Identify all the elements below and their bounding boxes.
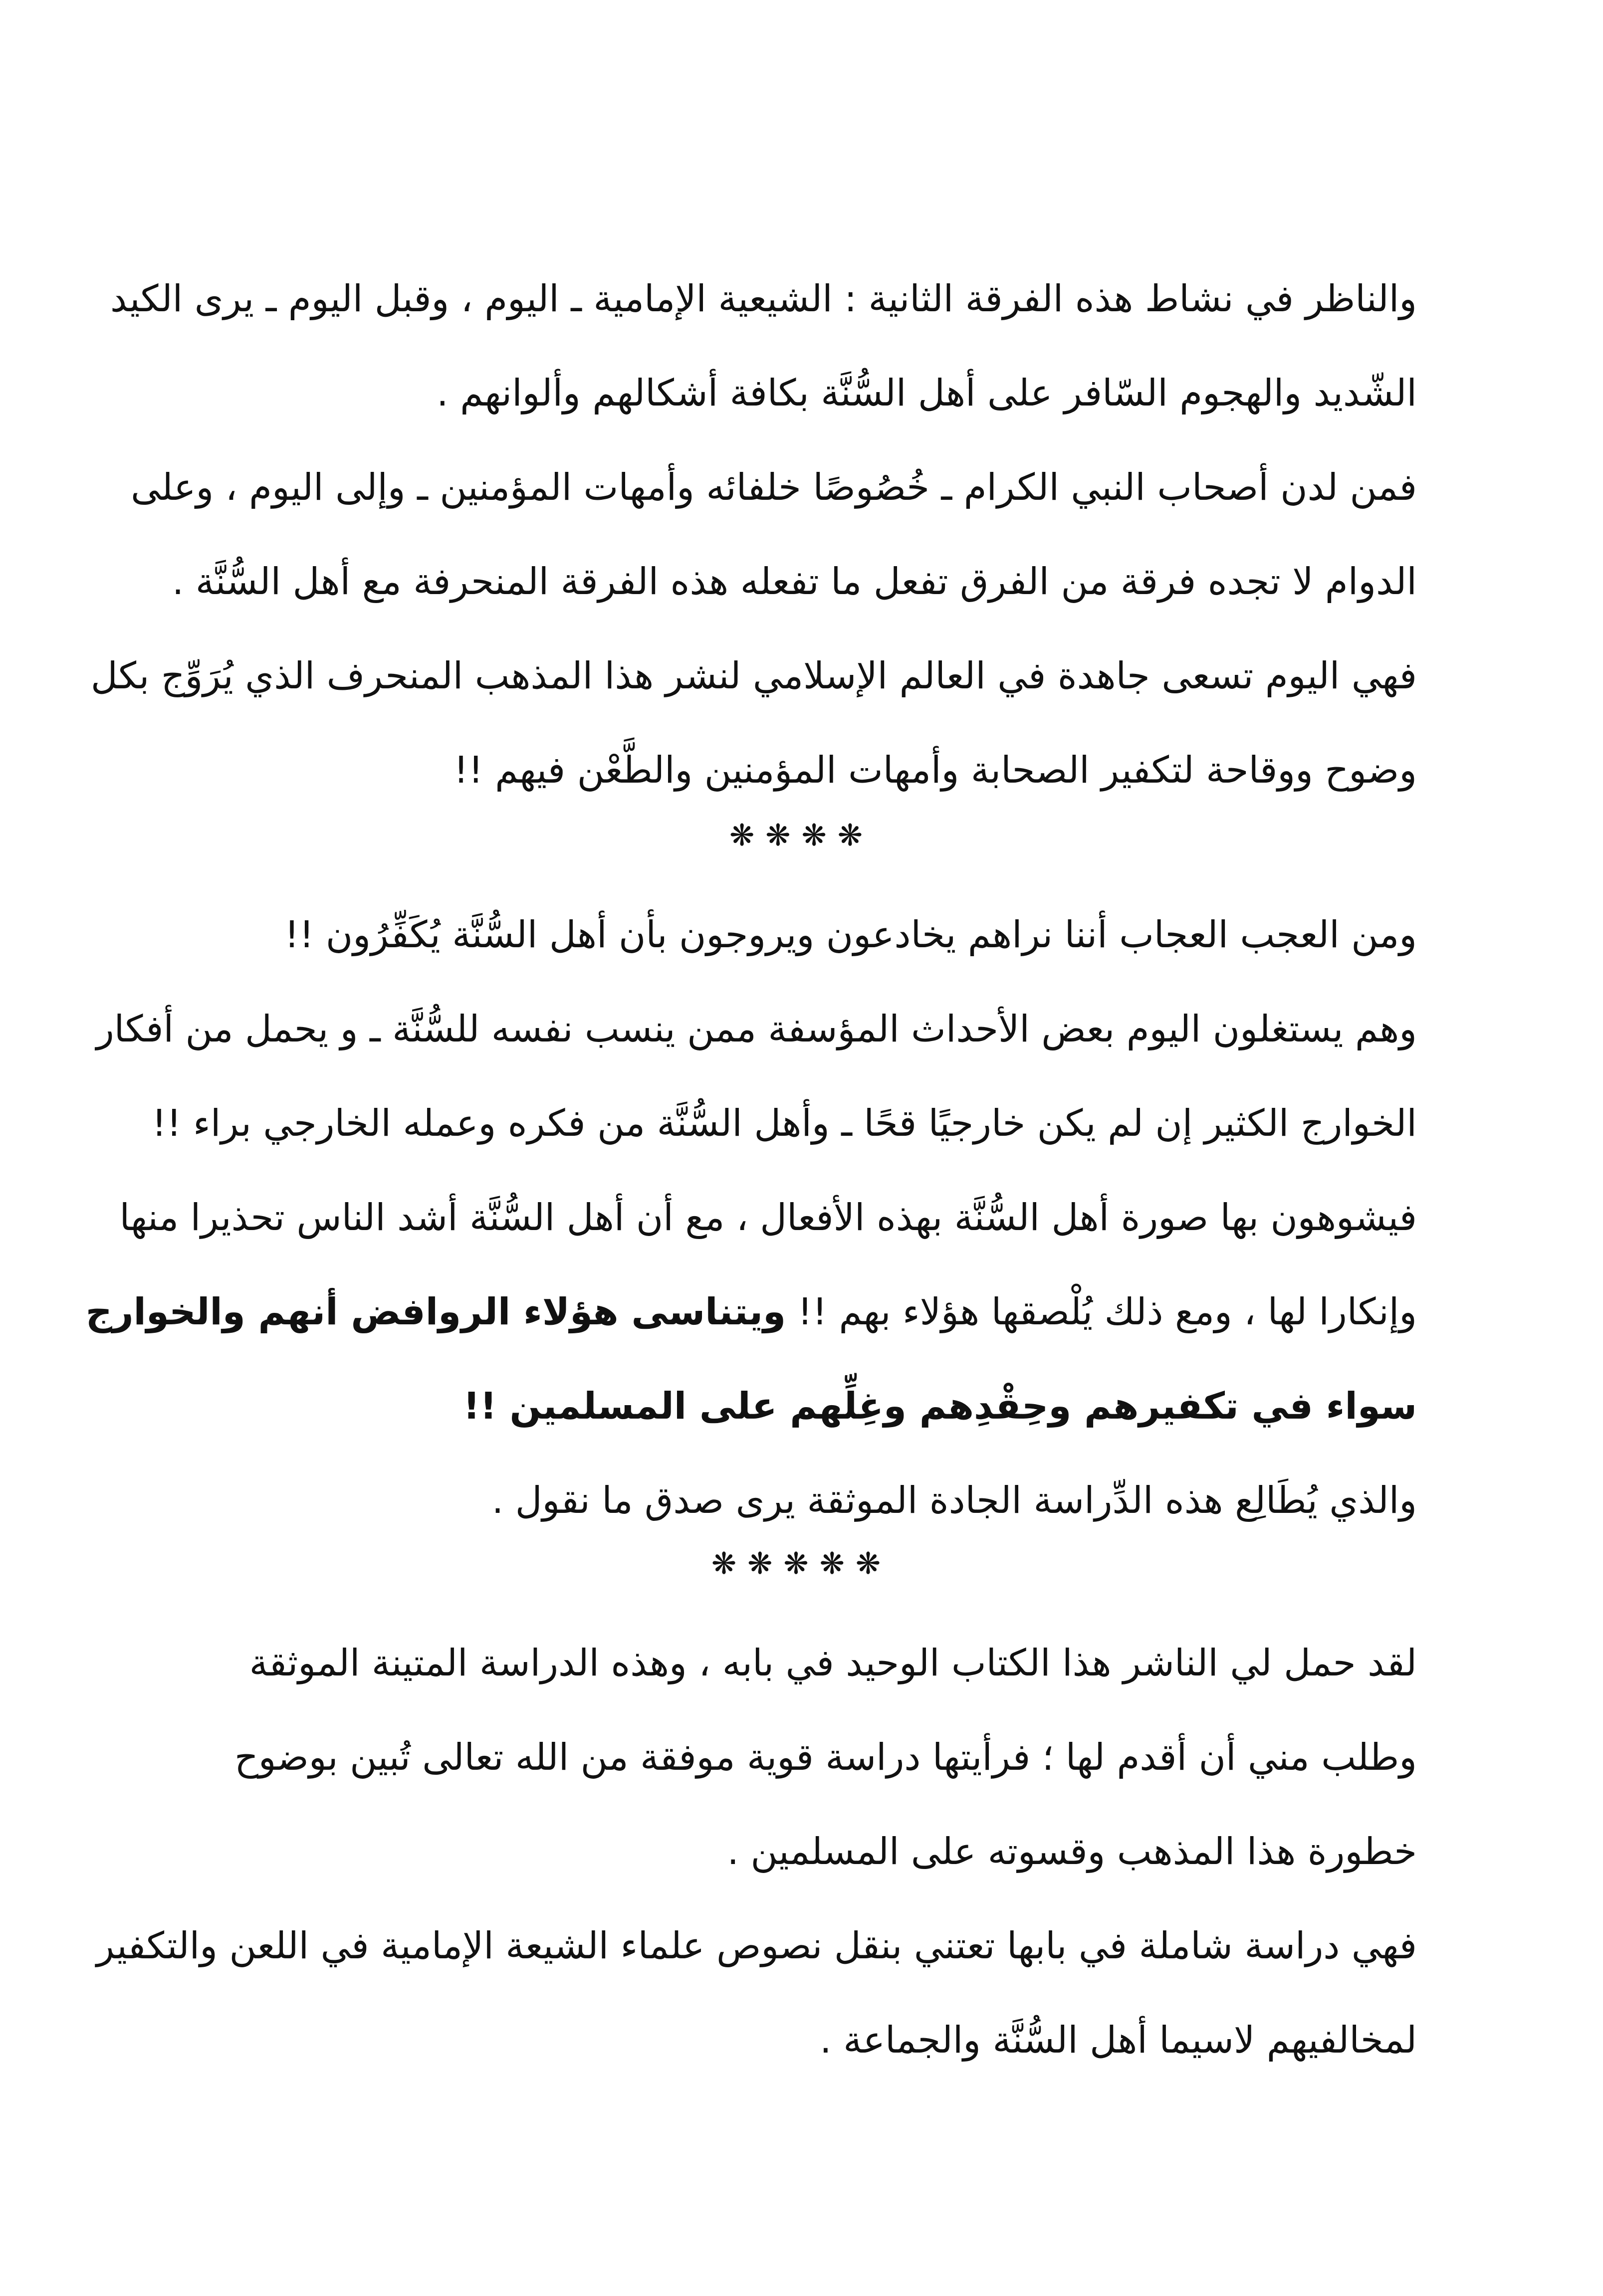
paragraph-2	[131, 440, 1417, 629]
paragraph-7-line-3: خطورة هذا المذهب وقسوته على المسلمين .	[727, 1830, 1417, 1873]
paragraph-2-line-2: الدوام لا تجده فرقة من الفرق تفعل ما تفعله هذه الفرقة المنحرفة مع أهل السُّنَّة .	[172, 560, 1417, 603]
middle-block	[85, 888, 1417, 1548]
paragraph-3	[90, 629, 1417, 818]
paragraph-1	[110, 252, 1417, 440]
paragraph-6	[200, 1454, 1417, 1548]
paragraph-5-bold-line: سواء في تكفيرهم وحِقْدِهم وغِلِّهم على المسلمين !!	[463, 1385, 1417, 1428]
closing-block	[96, 1616, 1417, 2087]
section-separator-1: ❋❋❋❋	[729, 818, 874, 853]
paragraph-5-line-4-regular: وإنكارا لها ، ومع ذلك يُلْصقها هؤلاء بهم !!	[786, 1290, 1417, 1333]
paragraph-1-line-1: والناظر في نشاط هذه الفرقة الثانية : الشيعية الإمامية ـ اليوم ، وقبل اليوم ـ يرى الكيد	[110, 277, 1417, 320]
paragraph-3-line-1: فهي اليوم تسعى جاهدة في العالم الإسلامي لنشر هذا المذهب المنحرف الذي يُرَوِّج بكل	[90, 654, 1417, 697]
section-separator-2: ❋❋❋❋❋	[711, 1546, 892, 1581]
paragraph-2-line-1: فمن لدن أصحاب النبي الكرام ـ خُصُوصًا خلفائه وأمهات المؤمنين ـ وإلى اليوم ، وعلى	[131, 466, 1417, 509]
paragraph-6-line-1: والذي يُطَالِع هذه الدِّراسة الجادة الموثقة يرى صدق ما نقول .	[491, 1479, 1417, 1522]
intro-block	[90, 252, 1417, 818]
paragraph-5-line-1: وهم يستغلون اليوم بعض الأحداث المؤسفة ممن ينسب نفسه للسُّنَّة ـ و يحمل من أفكار	[96, 1008, 1417, 1050]
paragraph-3-line-2: وضوح ووقاحة لتكفير الصحابة وأمهات المؤمنين والطَّعْن فيهم !!	[454, 749, 1417, 792]
paragraph-5	[85, 982, 1417, 1454]
paragraph-4	[200, 888, 1417, 982]
paragraph-7-line-1: لقد حمل لي الناشر هذا الكتاب الوحيد في بابه ، وهذه الدراسة المتينة الموثقة	[249, 1642, 1417, 1684]
paragraph-5-line-3: فيشوهون بها صورة أهل السُّنَّة بهذه الأفعال ، مع أن أهل السُّنَّة أشد الناس تحذيرا منها	[119, 1196, 1417, 1239]
paragraph-5-line-4	[85, 1265, 1417, 1359]
paragraph-4-line-1: ومن العجب العجاب أننا نراهم يخادعون ويروجون بأن أهل السُّنَّة يُكَفِّرُون !!	[284, 913, 1417, 956]
paragraph-5-line-4-bold: ويتناسى هؤلاء الروافض أنهم والخوارج	[85, 1290, 786, 1333]
paragraph-8-line-1: فهي دراسة شاملة في بابها تعتني بنقل نصوص علماء الشيعة الإمامية في اللعن والتكفير	[96, 1924, 1417, 1967]
paragraph-7-line-2: وطلب مني أن أقدم لها ؛ فرأيتها دراسة قوية موفقة من الله تعالى تُبين بوضوح	[234, 1736, 1417, 1779]
paragraph-1-line-2: الشّديد والهجوم السّافر على أهل السُّنَّة بكافة أشكالهم وألوانهم .	[437, 372, 1417, 415]
paragraph-7	[200, 1616, 1417, 1899]
paragraph-8-line-2: لمخالفيهم لاسيما أهل السُّنَّة والجماعة .	[820, 2019, 1417, 2062]
paragraph-5-line-2: الخوارج الكثير إن لم يكن خارجيًا قحًا ـ وأهل السُّنَّة من فكره وعمله الخارجي براء !!	[152, 1102, 1417, 1145]
paragraph-8	[96, 1899, 1417, 2087]
